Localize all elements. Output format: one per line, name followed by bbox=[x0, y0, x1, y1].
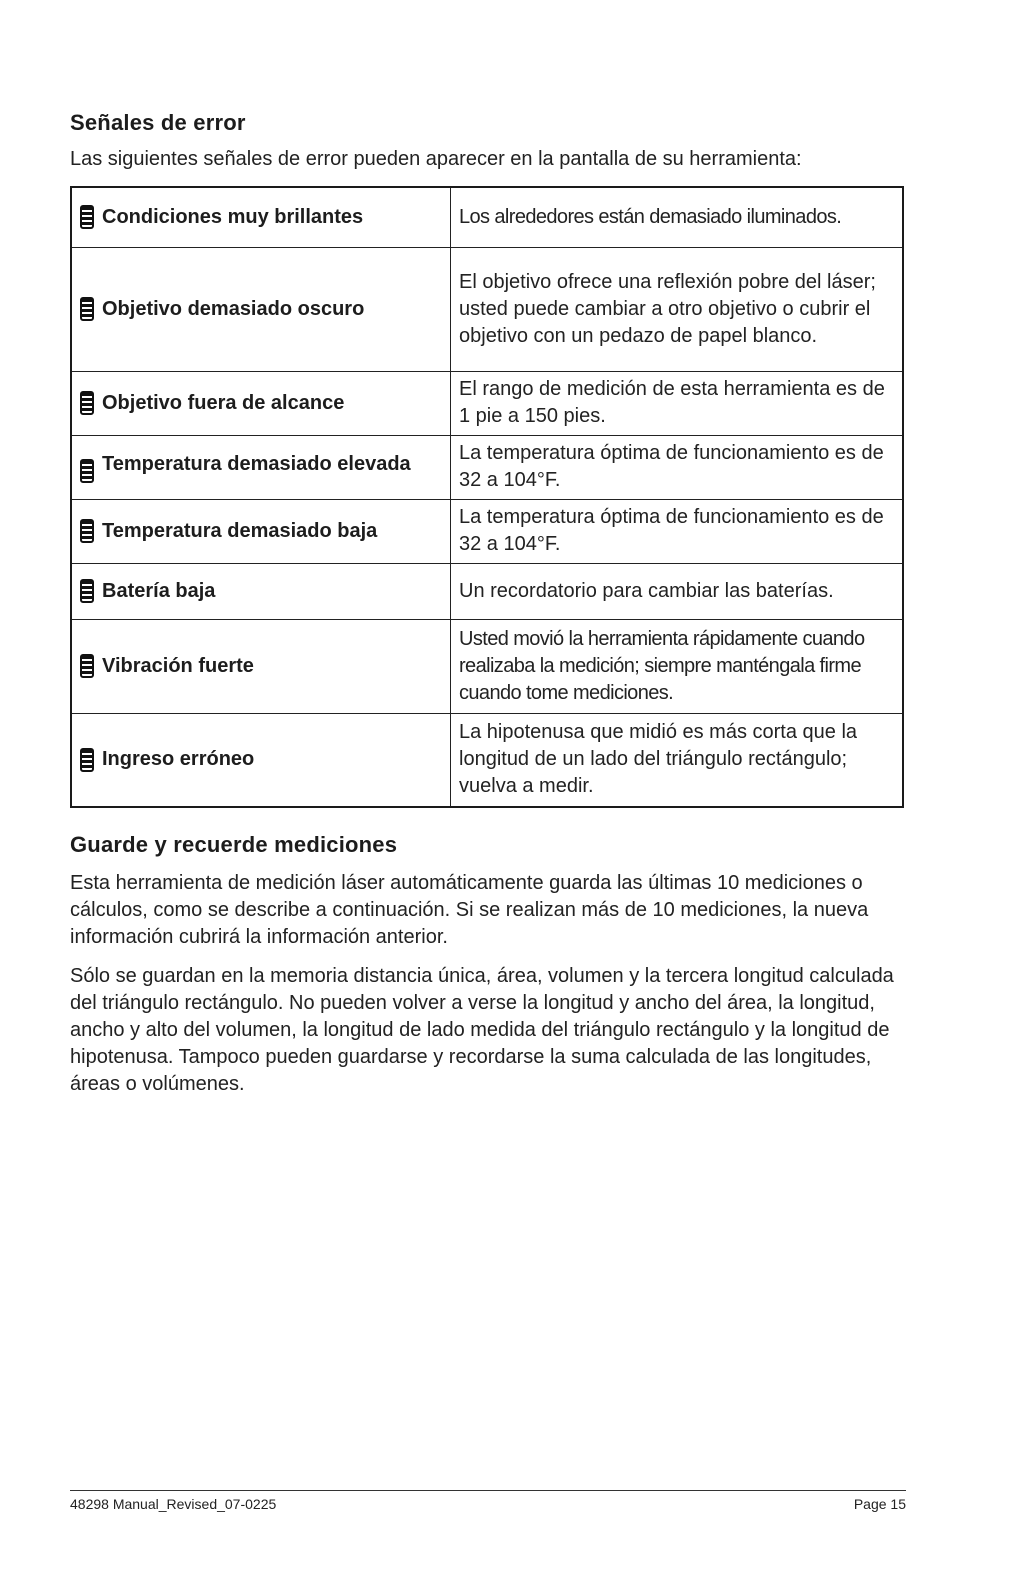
paragraph: Esta herramienta de medición láser automáticamente guarda las últimas 10 mediciones o cálculos, como se describe a continuación. Si se realizan más de 10 mediciones, la nueva información cubrirá la información anterior. bbox=[70, 872, 869, 948]
section-title-save-recall: Guarde y recuerde mediciones bbox=[70, 832, 398, 857]
condition-cell bbox=[71, 563, 451, 619]
section-title-error-signals: Señales de error bbox=[70, 110, 246, 135]
table-row bbox=[71, 563, 903, 619]
error-display-icon bbox=[80, 205, 94, 229]
condition-label: Ingreso erróneo bbox=[102, 748, 255, 771]
page-footer bbox=[70, 1496, 906, 1512]
description-cell: Los alrededores están demasiado iluminados. bbox=[451, 187, 904, 247]
condition-cell bbox=[71, 619, 451, 713]
condition-label: Vibración fuerte bbox=[102, 654, 254, 677]
paragraph: Sólo se guardan en la memoria distancia única, área, volumen y la tercera longitud calculada del triángulo rectángulo. No pueden volver a verse la longitud y ancho del área, la longitud, ancho y alto del volumen, la longitud de lado medida del triángulo rectángulo y la longitud de hipotenusa. Tampoco pueden guardarse y recordarse la suma calculada de las longitudes, áreas o volúmenes. bbox=[70, 965, 894, 1095]
error-display-icon bbox=[80, 297, 94, 321]
condition-label: Objetivo demasiado oscuro bbox=[102, 297, 365, 320]
error-display-icon bbox=[80, 748, 94, 772]
table-row bbox=[71, 619, 903, 713]
section-intro: Las siguientes señales de error pueden aparecer en la pantalla de su herramienta: bbox=[70, 148, 802, 170]
condition-cell bbox=[71, 187, 451, 247]
error-display-icon bbox=[80, 391, 94, 415]
condition-cell bbox=[71, 499, 451, 563]
table-row bbox=[71, 713, 903, 807]
description-cell: La hipotenusa que midió es más corta que la longitud de un lado del triángulo rectángulo; vuelva a medir. bbox=[451, 713, 904, 807]
page-number: Page 15 bbox=[853, 1496, 906, 1512]
description-cell: El rango de medición de esta herramienta es de 1 pie a 150 pies. bbox=[451, 371, 904, 435]
condition-label: Temperatura demasiado elevada bbox=[102, 453, 411, 475]
footer-divider bbox=[70, 1490, 906, 1491]
description-cell: El objetivo ofrece una reflexión pobre del láser; usted puede cambiar a otro objetivo o cubrir el objetivo con un pedazo de papel blanco. bbox=[451, 247, 904, 371]
condition-label: Objetivo fuera de alcance bbox=[102, 391, 345, 414]
table-row bbox=[71, 247, 903, 371]
error-display-icon bbox=[80, 459, 94, 483]
condition-cell bbox=[71, 435, 451, 499]
description-cell: Usted movió la herramienta rápidamente cuando realizaba la medición; siempre manténgala firme cuando tome mediciones. bbox=[451, 619, 904, 713]
table-row bbox=[71, 499, 903, 563]
description-cell: Un recordatorio para cambiar las baterías. bbox=[451, 563, 904, 619]
condition-cell bbox=[71, 247, 451, 371]
description-cell: La temperatura óptima de funcionamiento es de 32 a 104°F. bbox=[451, 499, 904, 563]
table-row bbox=[71, 187, 903, 247]
condition-label: Condiciones muy brillantes bbox=[102, 205, 364, 228]
description-cell: La temperatura óptima de funcionamiento es de 32 a 104°F. bbox=[451, 435, 904, 499]
error-display-icon bbox=[80, 519, 94, 543]
condition-label: Temperatura demasiado baja bbox=[102, 519, 378, 542]
document-id: 48298 Manual_Revised_07-0225 bbox=[70, 1496, 277, 1512]
error-display-icon bbox=[80, 654, 94, 678]
table-row bbox=[71, 371, 903, 435]
condition-label: Batería baja bbox=[102, 579, 216, 602]
manual-page bbox=[70, 110, 906, 1098]
error-display-icon bbox=[80, 579, 94, 603]
condition-cell bbox=[71, 371, 451, 435]
error-signals-table bbox=[70, 186, 904, 808]
condition-cell bbox=[71, 713, 451, 807]
table-row bbox=[71, 435, 903, 499]
